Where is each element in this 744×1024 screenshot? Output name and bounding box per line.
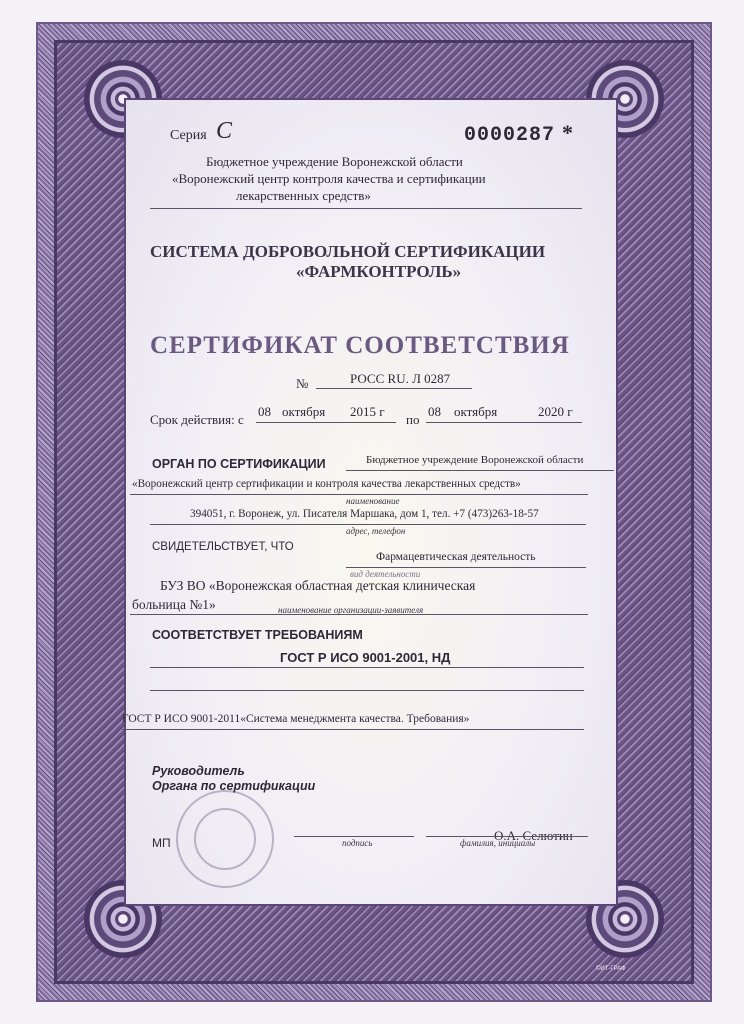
validity-from-underline xyxy=(256,422,396,423)
applicant-org-line-2: больница №1» xyxy=(132,597,216,612)
validity-from-month: октября xyxy=(282,404,326,419)
requirements-standard: ГОСТ Р ИСО 9001-2001, НД xyxy=(280,650,451,665)
validity-to-year: 2020 г xyxy=(538,404,573,419)
certificate-number-value: РОСС RU. Л 0287 xyxy=(350,371,451,386)
issuer-line-2: «Воронежский центр контроля качества и сертификации xyxy=(172,171,486,186)
star-mark: * xyxy=(562,120,573,145)
signature-caption: подпись xyxy=(342,838,373,848)
requirements-label: СООТВЕТСТВУЕТ ТРЕБОВАНИЯМ xyxy=(152,628,363,642)
printer-mark: ©ИТ-ГРАФ xyxy=(596,966,626,972)
activity-type-value: Фармацевтическая деятельность xyxy=(376,551,536,563)
issuer-underline xyxy=(150,208,582,209)
applicant-org-line-1: БУЗ ВО «Воронежская областная детская клиническая xyxy=(160,578,476,593)
signature-line xyxy=(294,836,414,837)
certification-body-address-underline xyxy=(150,524,586,525)
validity-to-underline xyxy=(426,422,582,423)
certifies-label: СВИДЕТЕЛЬСТВУЕТ, ЧТО xyxy=(152,541,294,553)
certificate-number-underline xyxy=(316,388,472,389)
requirements-standard-2: ГОСТ Р ИСО 9001-2011«Система менеджмента качества. Требования» xyxy=(122,713,470,725)
validity-from-year: 2015 г xyxy=(350,404,385,419)
certification-body-address: 394051, г. Воронеж, ул. Писателя Маршака, дом 1, тел. +7 (473)263-18-57 xyxy=(190,508,539,520)
certification-body-underline-2 xyxy=(130,494,588,495)
requirements-underline-2 xyxy=(150,690,584,691)
issuer-line-1: Бюджетное учреждение Воронежской области xyxy=(206,154,463,169)
certificate-serial-number: 0000287 xyxy=(464,124,556,147)
system-title-line-1: СИСТЕМА ДОБРОВОЛЬНОЙ СЕРТИФИКАЦИИ xyxy=(150,242,546,261)
seal-place-label: МП xyxy=(152,836,171,850)
series-label: Серия xyxy=(170,128,207,143)
signatory-name-underline xyxy=(426,836,588,837)
certification-body-label: ОРГАН ПО СЕРТИФИКАЦИИ xyxy=(152,457,326,471)
certification-body-underline-1 xyxy=(346,470,614,471)
certification-body-name-line-2: «Воронежский центр сертификации и контроля качества лекарственных средств» xyxy=(132,478,521,490)
activity-type-underline xyxy=(346,567,586,568)
validity-to-month: октября xyxy=(454,404,498,419)
requirements-underline-1 xyxy=(150,667,584,668)
signatory-title-line-1: Руководитель xyxy=(152,764,245,778)
validity-to-label: по xyxy=(406,412,420,427)
certification-body-name-caption: наименование xyxy=(346,496,400,506)
validity-to-day: 08 xyxy=(428,404,441,419)
signatory-title-line-2: Органа по сертификации xyxy=(152,779,316,793)
activity-type-caption: вид деятельности xyxy=(350,569,421,579)
validity-label: Срок действия: с xyxy=(150,412,244,427)
signatory-name-caption: фамилия, инициалы xyxy=(460,838,536,848)
applicant-org-caption: наименование организации-заявителя xyxy=(278,605,424,615)
certificate-number-label: № xyxy=(296,376,309,391)
series-value: С xyxy=(216,118,233,144)
requirements-underline-3 xyxy=(122,729,584,730)
issuer-line-3: лекарственных средств» xyxy=(236,188,371,203)
signatory-name: О.А. Селютин xyxy=(494,828,573,843)
official-seal-inner-ring xyxy=(194,808,256,870)
validity-from-day: 08 xyxy=(258,404,271,419)
certification-body-address-caption: адрес, телефон xyxy=(346,526,406,536)
certification-body-name-line-1: Бюджетное учреждение Воронежской области xyxy=(366,454,584,466)
system-title-line-2: «ФАРМКОНТРОЛЬ» xyxy=(296,262,462,281)
certificate-title: СЕРТИФИКАТ СООТВЕТСТВИЯ xyxy=(150,332,570,359)
